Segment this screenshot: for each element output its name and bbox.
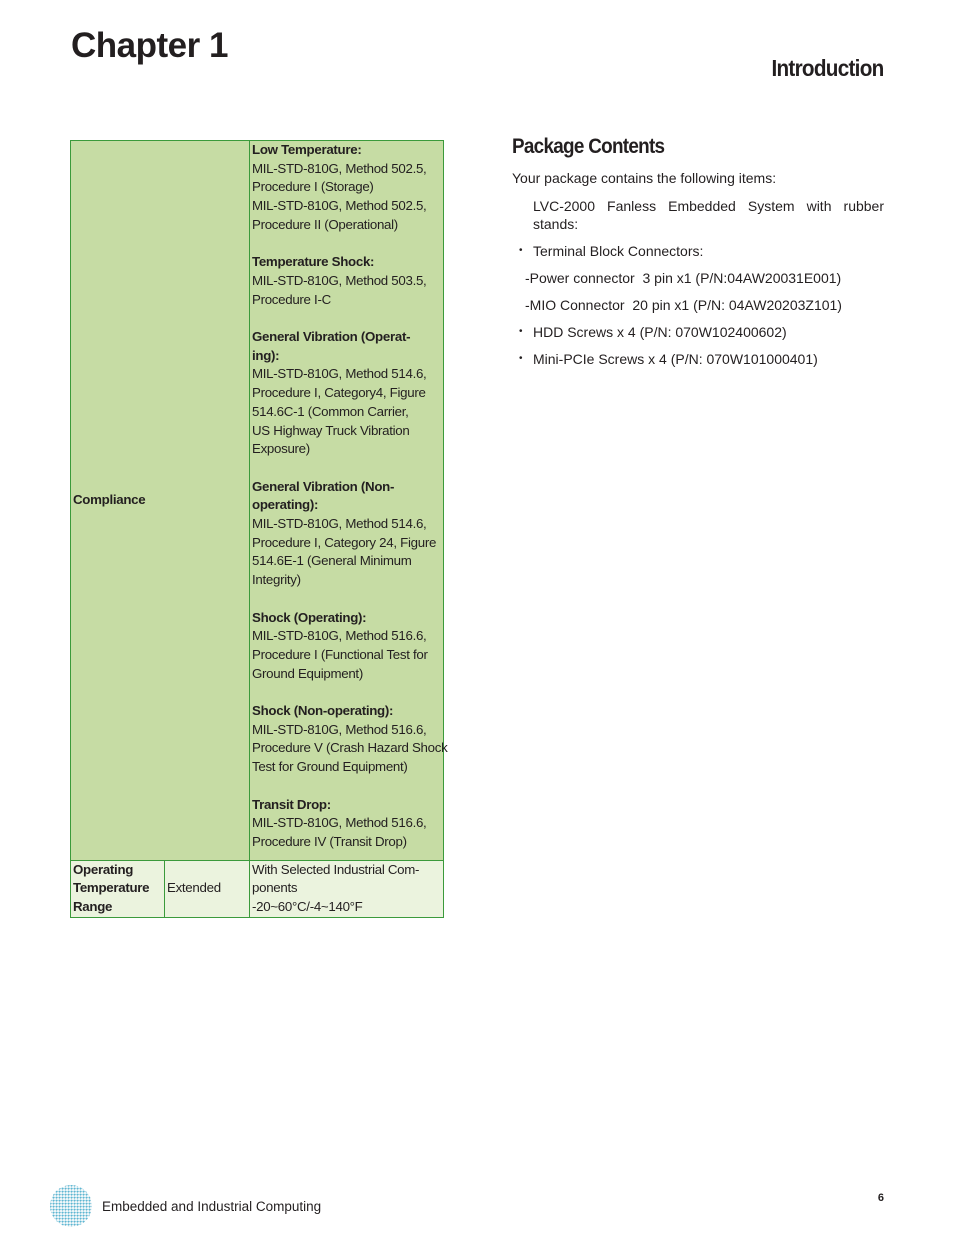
compliance-block-line: MIL-STD-810G, Method 514.6, (252, 366, 427, 382)
compliance-block-line: Procedure I (Storage) (252, 179, 374, 195)
package-intro: Your package contains the following items: (512, 170, 777, 186)
operating-temp-value-line: -20~60°C/-4~140°F (252, 899, 363, 915)
operating-temp-type: Extended (165, 860, 250, 917)
compliance-block-line: MIL-STD-810G, Method 502.5, (252, 198, 427, 214)
compliance-label: Compliance (71, 141, 250, 861)
compliance-block-title: Temperature Shock: (252, 254, 375, 270)
compliance-block-line: 514.6C-1 (Common Carrier, (252, 403, 409, 419)
compliance-block-title: Shock (Operating): (252, 609, 367, 625)
compliance-block-title: General Vibration (Non- operating): (252, 478, 395, 513)
operating-temp-label-line: Operating (73, 861, 134, 877)
compliance-block-line: MIL-STD-810G, Method 516.6, (252, 815, 427, 831)
operating-temp-value-line: ponents (252, 880, 298, 896)
list-item-label: Mini-PCIe Screws x 4 (P/N: 070W101000401) (533, 351, 818, 367)
compliance-block-title: Transit Drop: (252, 796, 331, 812)
compliance-block-line: Procedure I-C (252, 291, 331, 307)
compliance-block-line: MIL-STD-810G, Method 516.6, (252, 628, 427, 644)
bullet-icon: • (519, 353, 523, 364)
compliance-block-line: MIL-STD-810G, Method 503.5, (252, 272, 427, 288)
compliance-values (250, 141, 448, 861)
compliance-block-line: Procedure II (Operational) (252, 216, 398, 232)
chapter-title: Chapter 1 (71, 26, 228, 65)
compliance-block-title: General Vibration (Operat- ing): (252, 329, 411, 363)
compliance-block (252, 253, 441, 309)
list-item-minipcie (519, 350, 884, 368)
compliance-block-line: MIL-STD-810G, Method 514.6, (252, 516, 427, 532)
compliance-block-line: Procedure V (Crash Hazard Shock (252, 740, 448, 756)
operating-temp-value-line: With Selected Industrial Com- (252, 861, 420, 877)
table-row-compliance (71, 141, 444, 861)
compliance-block-line: Procedure I, Category 24, Figure (252, 534, 437, 550)
compliance-block-line: MIL-STD-810G, Method 516.6, (252, 721, 427, 737)
compliance-block-line: Test for Ground Equipment) (252, 759, 408, 775)
compliance-block-line: 514.6E-1 (General Minimum (252, 553, 412, 569)
page-number: 6 (877, 1192, 884, 1204)
compliance-block (252, 141, 441, 235)
compliance-block-line: Exposure) (252, 441, 310, 457)
compliance-block (252, 478, 441, 590)
sub-item-mio: -MIO Connector 20 pin x1 (P/N: 04AW20203Z101) (525, 297, 842, 313)
compliance-block (252, 609, 441, 684)
table-row-operating-temperature (71, 860, 444, 917)
list-item-hdd (519, 323, 884, 341)
list-item-label: Terminal Block Connectors: (533, 243, 704, 259)
sub-item-power: -Power connector 3 pin x1 (P/N:04AW20031E001) (525, 270, 842, 286)
bullet-icon: • (519, 326, 523, 337)
compliance-block-line: Integrity) (252, 572, 301, 588)
operating-temp-value (250, 860, 444, 917)
compliance-block-line: Procedure I (Functional Test for (252, 646, 428, 662)
spec-table (70, 140, 448, 918)
section-title: Introduction (771, 55, 884, 81)
operating-temp-label (71, 860, 165, 917)
compliance-block (252, 328, 441, 459)
compliance-block-line: Procedure I, Category4, Figure (252, 385, 426, 401)
package-contents-title: Package Contents (512, 135, 665, 158)
compliance-block (252, 796, 441, 852)
operating-temp-label-line: Temperature (73, 880, 150, 896)
compliance-block-line: US Highway Truck Vibration (252, 422, 410, 438)
compliance-block-title: Low Temperature: (252, 142, 362, 157)
package-contents (512, 135, 884, 377)
compliance-block (252, 702, 448, 777)
footer-text: Embedded and Industrial Computing (102, 1199, 322, 1214)
bullet-icon: • (519, 245, 523, 256)
compliance-block-title: Shock (Non-operating): (252, 703, 394, 719)
compliance-block-line: MIL-STD-810G, Method 502.5, (252, 160, 427, 176)
compliance-block-line: Procedure IV (Transit Drop) (252, 833, 407, 849)
operating-temp-label-line: Range (73, 899, 113, 915)
list-item-terminal (519, 242, 884, 260)
company-logo-icon (49, 1184, 93, 1228)
compliance-block-line: Ground Equipment) (252, 665, 363, 681)
list-item-stands: LVC-2000 Fanless Embedded System with rubber stands: (533, 198, 884, 232)
list-item-label: HDD Screws x 4 (P/N: 070W102400602) (533, 324, 787, 340)
